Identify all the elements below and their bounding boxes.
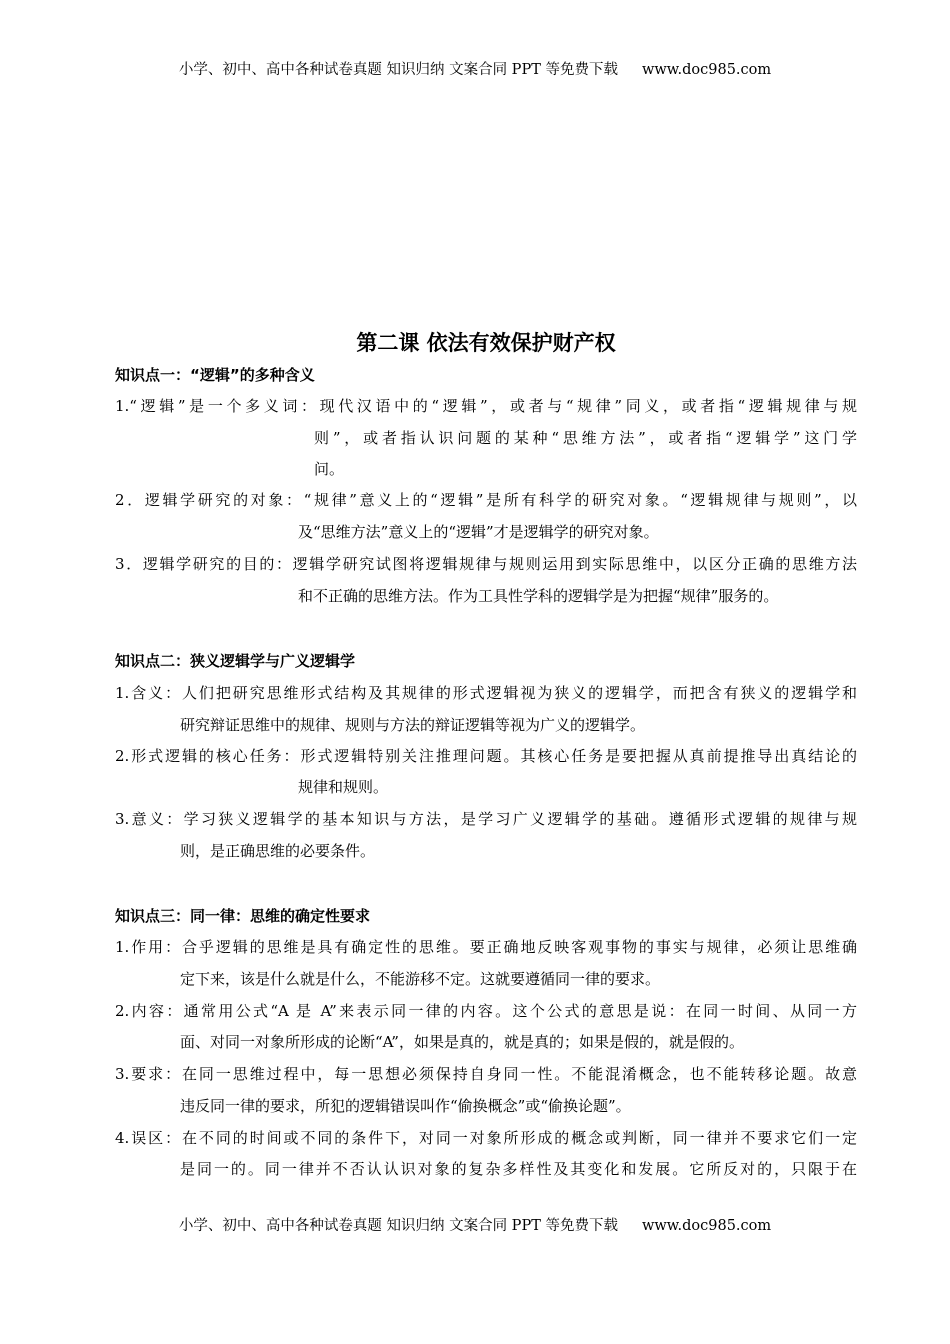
- footer-url[interactable]: www.doc985.com: [641, 1218, 772, 1234]
- header-text: 小学、初中、高中各种试卷真题 知识归纳 文案合同 PPT 等免费下载: [178, 62, 618, 78]
- text-line: 2．逻辑学研究的对象：“规律”意义上的“逻辑”是所有科学的研究对象。“逻辑规律与规则”，以: [115, 491, 857, 509]
- text-line: 规律和规则。: [298, 778, 389, 796]
- page-footer: [0, 1214, 950, 1235]
- text-line: 4.误区：在不同的时间或不同的条件下，对同一对象所形成的概念或判断，同一律并不要求它们一定: [115, 1129, 857, 1147]
- text-line: 研究辩证思维中的规律、规则与方法的辩证逻辑等视为广义的逻辑学。: [180, 716, 646, 734]
- text-line: 3．逻辑学研究的目的：逻辑学研究试图将逻辑规律与规则运用到实际思维中，以区分正确的思维方法: [115, 555, 857, 573]
- text-line: 定下来，该是什么就是什么，不能游移不定。这就要遵循同一律的要求。: [180, 970, 661, 988]
- text-line: 违反同一律的要求，所犯的逻辑错误叫作“偷换概念”或“偷换论题”。: [180, 1097, 631, 1115]
- section-heading: 知识点一：“逻辑”的多种含义: [115, 366, 315, 384]
- text-line: 则”，或者指认识问题的某种“思维方法”，或者指“逻辑学”这门学: [314, 429, 857, 447]
- text-line: 1.含义：人们把研究思维形式结构及其规律的形式逻辑视为狭义的逻辑学，而把含有狭义的逻辑学和: [115, 684, 857, 702]
- text-line: 2.内容：通常用公式“A 是 A”来表示同一律的内容。这个公式的意思是说：在同一时间、从同一方: [115, 1002, 857, 1020]
- text-line: 面、对同一对象所形成的论断“A”，如果是真的，就是真的；如果是假的，就是假的。: [180, 1033, 744, 1051]
- text-line: 2.形式逻辑的核心任务：形式逻辑特别关注推理问题。其核心任务是要把握从真前提推导出真结论的: [115, 747, 857, 765]
- text-line: 3.意义：学习狭义逻辑学的基本知识与方法，是学习广义逻辑学的基础。遵循形式逻辑的规律与规: [115, 810, 857, 828]
- text-line: 则，是正确思维的必要条件。: [180, 842, 376, 860]
- text-line: 问。: [314, 460, 345, 478]
- text-line: 和不正确的思维方法。作为工具性学科的逻辑学是为把握“规律”服务的。: [298, 587, 779, 605]
- header-url[interactable]: www.doc985.com: [641, 62, 772, 78]
- footer-text: 小学、初中、高中各种试卷真题 知识归纳 文案合同 PPT 等免费下载: [178, 1218, 618, 1234]
- section-heading: 知识点二：狭义逻辑学与广义逻辑学: [115, 652, 356, 670]
- text-line: 1.“逻辑”是一个多义词：现代汉语中的“逻辑”，或者与“规律”同义，或者指“逻辑规律与规: [115, 397, 857, 415]
- section-heading: 知识点三：同一律：思维的确定性要求: [115, 907, 371, 925]
- text-line: 是同一的。同一律并不否认认识对象的复杂多样性及其变化和发展。它所反对的，只限于在: [180, 1160, 857, 1178]
- text-line: 1.作用：合乎逻辑的思维是具有确定性的思维。要正确地反映客观事物的事实与规律，必须让思维确: [115, 938, 857, 956]
- page-header: [0, 58, 950, 79]
- page-title: 第二课 依法有效保护财产权: [356, 331, 616, 355]
- text-line: 及“思维方法”意义上的“逻辑”才是逻辑学的研究对象。: [298, 523, 659, 541]
- text-line: 3.要求：在同一思维过程中，每一思想必须保持自身同一性。不能混淆概念，也不能转移论题。故意: [115, 1065, 857, 1083]
